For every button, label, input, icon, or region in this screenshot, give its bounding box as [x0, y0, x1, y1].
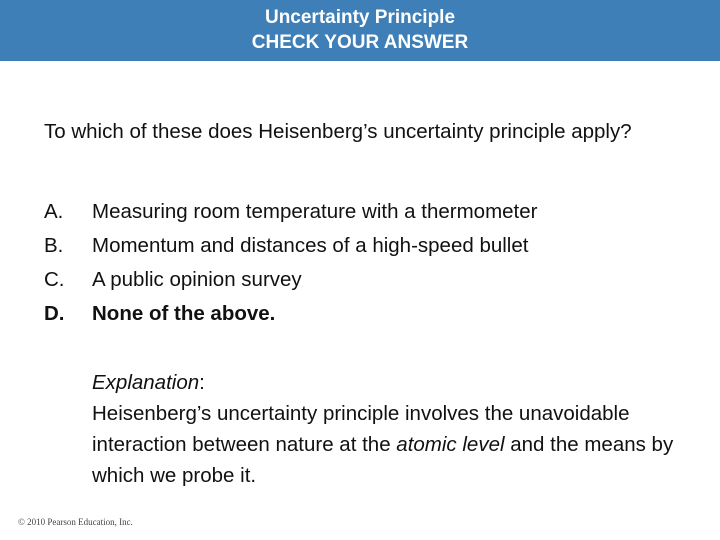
copyright-notice: © 2010 Pearson Education, Inc. [18, 517, 133, 527]
option-d-correct [44, 297, 684, 331]
explanation-part2: and the means by which we probe it. [92, 433, 674, 487]
option-b [44, 229, 684, 263]
explanation-colon: : [199, 371, 205, 394]
explanation-emphasis: atomic level [396, 433, 505, 456]
explanation-body [92, 398, 692, 491]
option-letter: C. [44, 268, 65, 291]
explanation-block [92, 367, 692, 491]
slide-header [0, 0, 720, 61]
slide-title: Uncertainty Principle [264, 7, 456, 28]
question-text: To which of these does Heisenberg’s uncertainty principle apply? [44, 120, 632, 143]
option-text: Measuring room temperature with a thermometer [92, 200, 538, 223]
option-text: None of the above. [92, 302, 276, 325]
option-letter: A. [44, 200, 64, 223]
option-letter: B. [44, 234, 64, 257]
option-c [44, 263, 684, 297]
option-a [44, 195, 684, 229]
option-letter: D. [44, 302, 65, 325]
option-text: Momentum and distances of a high-speed bullet [92, 234, 529, 257]
option-text: A public opinion survey [92, 268, 302, 291]
explanation-heading: Explanation [92, 371, 200, 394]
explanation-heading-line [92, 367, 692, 398]
answer-options [44, 195, 684, 331]
explanation-part1: Heisenberg’s uncertainty principle involves the unavoidable interaction between nature at the [92, 402, 630, 456]
slide-subtitle: CHECK YOUR ANSWER [251, 32, 469, 53]
